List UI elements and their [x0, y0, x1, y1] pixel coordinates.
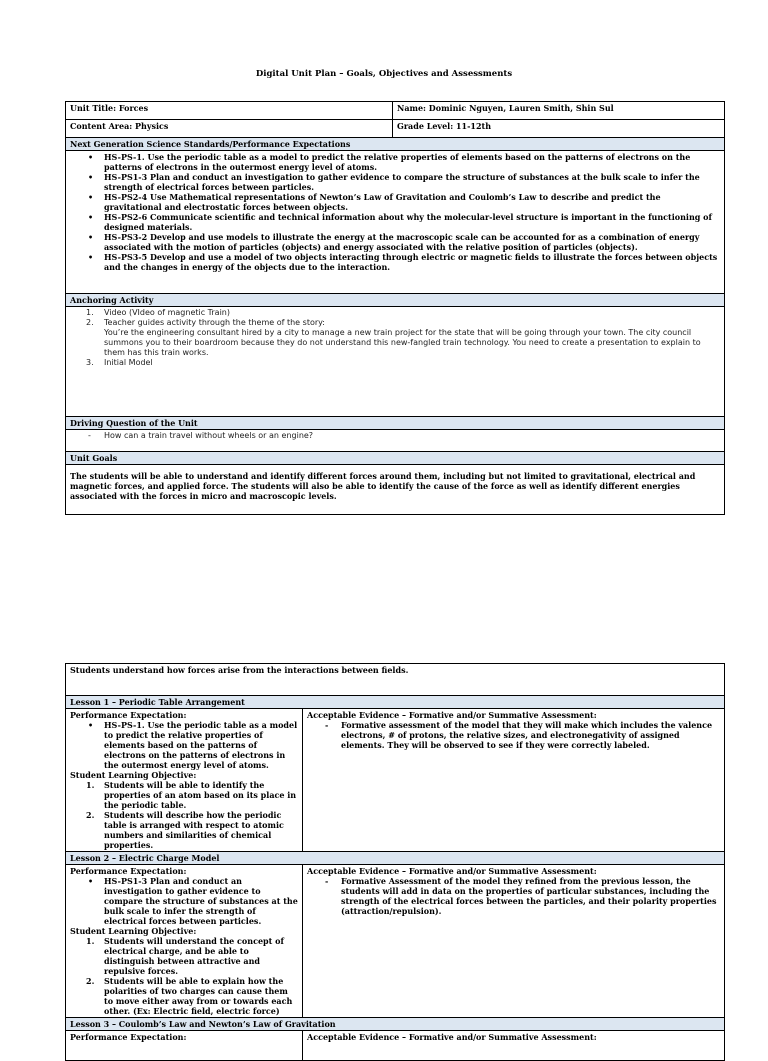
performance-expectation-label: Performance Expectation: [70, 710, 187, 720]
document-title: Digital Unit Plan – Goals, Objectives and Assessments [255, 69, 513, 79]
performance-expectation-label: Performance Expectation: [70, 866, 187, 876]
lesson-2-slo-list [70, 936, 298, 1016]
bullet-icon: • [88, 876, 94, 886]
lesson-3-evidence [303, 1031, 725, 1061]
unit-overview-table [65, 101, 725, 515]
list-item: • HS-PS-1. Use the periodic table as a model to predict the relative properties of elements based on the patterns of electrons on the patterns of electrons in the outermost energy level of atoms. [88, 152, 691, 172]
anchoring-list [70, 308, 720, 368]
lesson-1-objectives [66, 709, 303, 852]
lesson-2-objectives [66, 865, 303, 1018]
bullet-icon: • [88, 192, 94, 202]
list-item: • HS-PS-1. Use the periodic table as a model to predict the relative properties of elements based on the patterns of electrons on the patterns of electrons in the outermost energy level of atoms. [88, 720, 298, 770]
list-item: - How can a train travel without wheels or an engine? [88, 431, 314, 440]
performance-expectation-label: Performance Expectation: [70, 1032, 187, 1042]
lesson-1-evidence-list [307, 720, 720, 750]
lesson-2-evidence-list [307, 876, 720, 916]
student-learning-objective-label: Student Learning Objective: [70, 770, 197, 780]
anchoring-section [66, 307, 725, 417]
acceptable-evidence-label: Acceptable Evidence – Formative and/or Summative Assessment: [307, 866, 597, 876]
driving-question-list [70, 431, 720, 441]
bullet-icon: • [88, 152, 94, 162]
bullet-icon: • [88, 212, 94, 222]
lessons-table [65, 663, 725, 1061]
dash-icon: - [88, 431, 91, 440]
list-item: - Formative Assessment of the model they refined from the previous lesson, the students will add in data on the properties of particular substances, including the strength of the electrical forces between the particles, and their polarity properties (attraction/repulsion). [325, 876, 717, 916]
list-item: • HS-PS1-3 Plan and conduct an investigation to gather evidence to compare the structure of substances at the bulk scale to infer the strength of electrical forces between particles. [88, 172, 700, 192]
list-item: • HS-PS3-5 Develop and use a model of two objects interacting through electric or magnetic fields to illustrate the forces between objects and the changes in energy of the objects due to the interaction. [88, 252, 718, 272]
list-item: 1. Video (VIdeo of magnetic Train) [86, 308, 230, 317]
ngss-list [70, 152, 720, 272]
list-item: 3. Initial Model [86, 358, 153, 367]
bullet-icon: • [88, 172, 94, 182]
ngss-heading: Next Generation Science Standards/Performance Expectations [66, 138, 725, 151]
bullet-icon: • [88, 252, 94, 262]
story-text: You’re the engineering consultant hired by a city to manage a new train project for the state that will be going through your town. The city council summons you to their boardroom because they do not understand this new-fangled train technology. You need to create a presentation to explain to them has this train works. [104, 328, 701, 357]
unit-goals-section [66, 465, 725, 515]
lesson-3-objectives [66, 1031, 303, 1061]
lesson-1-heading: Lesson 1 – Periodic Table Arrangement [66, 696, 725, 709]
grade-level: Grade Level: 11-12th [393, 120, 725, 138]
list-item: • HS-PS1-3 Plan and conduct an investigation to gather evidence to compare the structure of substances at the bulk scale to infer the strength of electrical forces between particles. [88, 876, 298, 926]
dash-icon: - [325, 876, 329, 886]
unit-goals-text: The students will be able to understand and identify different forces around them, including but not limited to gravitational, electrical and magnetic forces, and applied force. The students will also be able to identify the cause of the force as well as identify different energies associated with the forces in micro and macroscopic levels. [70, 471, 696, 501]
lesson-2-heading: Lesson 2 – Electric Charge Model [66, 852, 725, 865]
acceptable-evidence-label: Acceptable Evidence – Formative and/or Summative Assessment: [307, 1032, 597, 1042]
bullet-icon: • [88, 720, 94, 730]
bullet-icon: • [88, 232, 94, 242]
lessons-intro: Students understand how forces arise from the interactions between fields. [66, 664, 725, 696]
list-item: • HS-PS2-4 Use Mathematical representations of Newton’s Law of Gravitation and Coulomb’s Law to describe and predict the gravitational and electrostatic forces between objects. [88, 192, 661, 212]
lesson-1-pe-list [70, 720, 298, 770]
content-area: Content Area: Physics [66, 120, 393, 138]
driving-question-heading: Driving Question of the Unit [66, 417, 725, 430]
ngss-section [66, 151, 725, 294]
author-names: Name: Dominic Nguyen, Lauren Smith, Shin Sul [393, 102, 725, 120]
lesson-2-pe-list [70, 876, 298, 926]
unit-title: Unit Title: Forces [66, 102, 393, 120]
student-learning-objective-label: Student Learning Objective: [70, 926, 197, 936]
lesson-2-evidence [303, 865, 725, 1018]
lesson-1-evidence [303, 709, 725, 852]
lesson-1-slo-list [70, 780, 298, 850]
list-item: 1. Students will understand the concept of electrical charge, and be able to distinguish between attractive and repulsive forces. [86, 936, 284, 976]
list-item: • HS-PS2-6 Communicate scientific and technical information about why the molecular-level structure is important in the functioning of designed materials. [88, 212, 712, 232]
list-item: 2. Teacher guides activity through the theme of the story: You’re the engineering consultant hired by a city to manage a new train project for the state that will be going through your town. The city council summons you to their boardroom because they do not understand this new-fangled train technology. You need to create a presentation to explain to them has this train works. [86, 318, 701, 357]
unit-goals-heading: Unit Goals [66, 452, 725, 465]
list-item: 2. Students will be able to explain how the polarities of two charges can cause them to move either away from or towards each other. (Ex: Electric field, electric force) [86, 976, 293, 1016]
dash-icon: - [325, 720, 329, 730]
list-item: 1. Students will be able to identify the properties of an atom based on its place in the periodic table. [86, 780, 297, 810]
list-item: 2. Students will describe how the periodic table is arranged with respect to atomic numbers and similarities of chemical properties. [86, 810, 284, 850]
driving-question-section [66, 430, 725, 452]
acceptable-evidence-label: Acceptable Evidence – Formative and/or Summative Assessment: [307, 710, 597, 720]
lesson-3-heading: Lesson 3 – Coulomb’s Law and Newton’s Law of Gravitation [66, 1018, 725, 1031]
list-item: - Formative assessment of the model that they will make which includes the valence electrons, # of protons, the relative sizes, and electronegativity of assigned elements. They will be observed to see if they were correctly labeled. [325, 720, 713, 750]
anchoring-heading: Anchoring Activity [66, 294, 725, 307]
list-item: • HS-PS3-2 Develop and use models to illustrate the energy at the macroscopic scale can be accounted for as a combination of energy associated with the motion of particles (objects) and energy associated with the relative position of particles (objects). [88, 232, 700, 252]
